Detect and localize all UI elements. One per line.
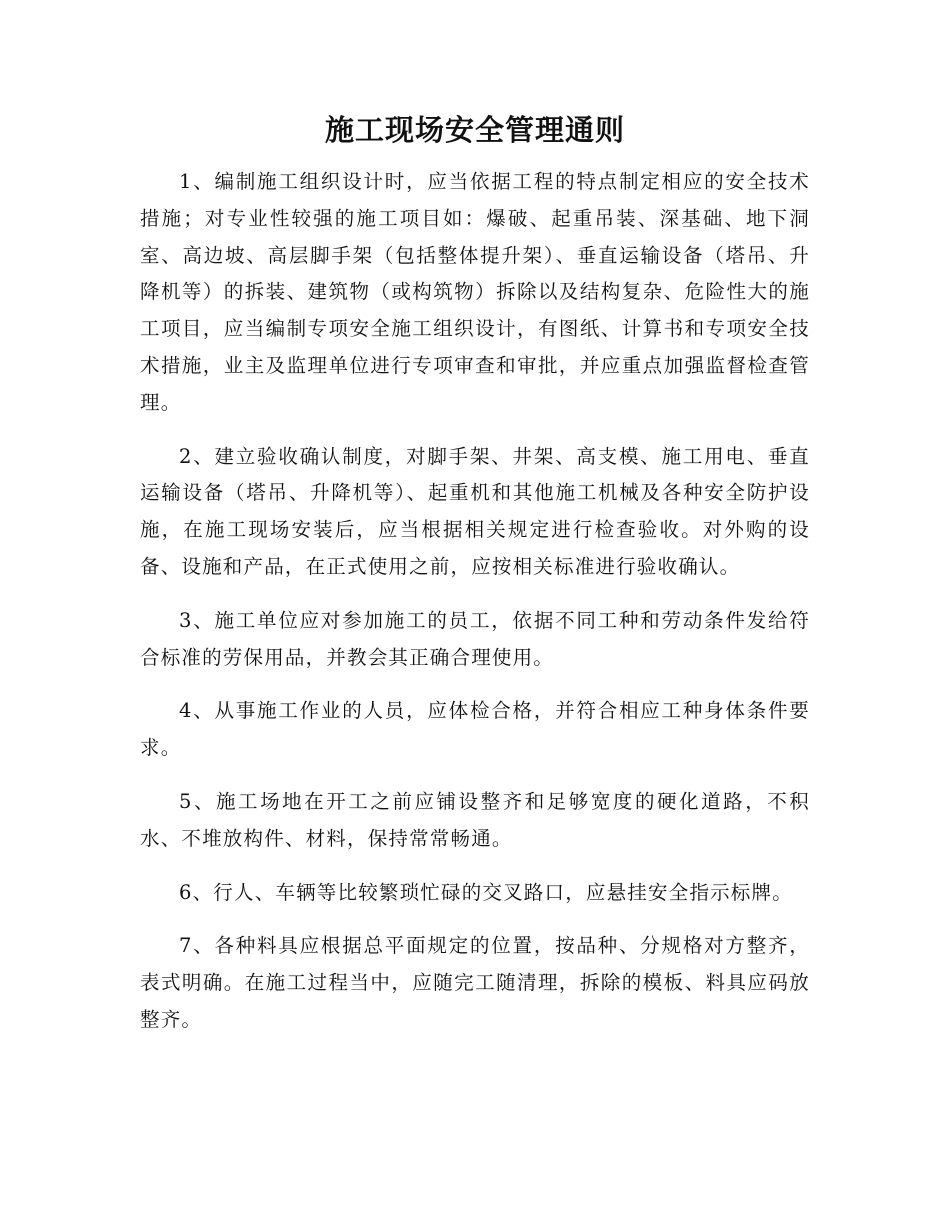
paragraph-7: 7、各种料具应根据总平面规定的位置，按品种、分规格对方整齐，表式明确。在施工过程当中，应随完工随清理，拆除的模板、料具应码放整齐。 [140,934,810,1031]
paragraph-6: 6、行人、车辆等比较繁琐忙碌的交叉路口，应悬挂安全指示标牌。 [179,880,793,904]
paragraph-2: 2、建立验收确认制度，对脚手架、井架、高支模、施工用电、垂直运输设备（塔吊、升降机等）、起重机和其他施工机械及各种安全防护设施，在施工现场安装后，应当根据相关规定进行检查验收。对外购的设备、设施和产品，在正式使用之前，应按相关标准进行验收确认。 [140,444,810,578]
document-title: 施工现场安全管理通则 [324,113,625,147]
paragraph-4: 4、从事施工作业的人员，应体检合格，并符合相应工种身体条件要求。 [140,699,810,760]
paragraph-1: 1、编制施工组织设计时，应当依据工程的特点制定相应的安全技术措施；对专业性较强的施工项目如：爆破、起重吊装、深基础、地下洞室、高边坡、高层脚手架（包括整体提升架）、垂直运输设备（塔吊、升降机等）的拆装、建筑物（或构筑物）拆除以及结构复杂、危险性大的施工项目，应当编制专项安全施工组织设计，有图纸、计算书和专项安全技术措施，业主及监理单位进行专项审查和审批，并应重点加强监督检查管理。 [140,170,810,414]
paragraph-5: 5、施工场地在开工之前应铺设整齐和足够宽度的硬化道路，不积水、不堆放构件、材料，保持常常畅通。 [140,789,810,850]
document-body [140,164,810,1056]
paragraph-3: 3、施工单位应对参加施工的员工，依据不同工种和劳动条件发给符合标准的劳保用品，并教会其正确合理使用。 [140,608,810,669]
